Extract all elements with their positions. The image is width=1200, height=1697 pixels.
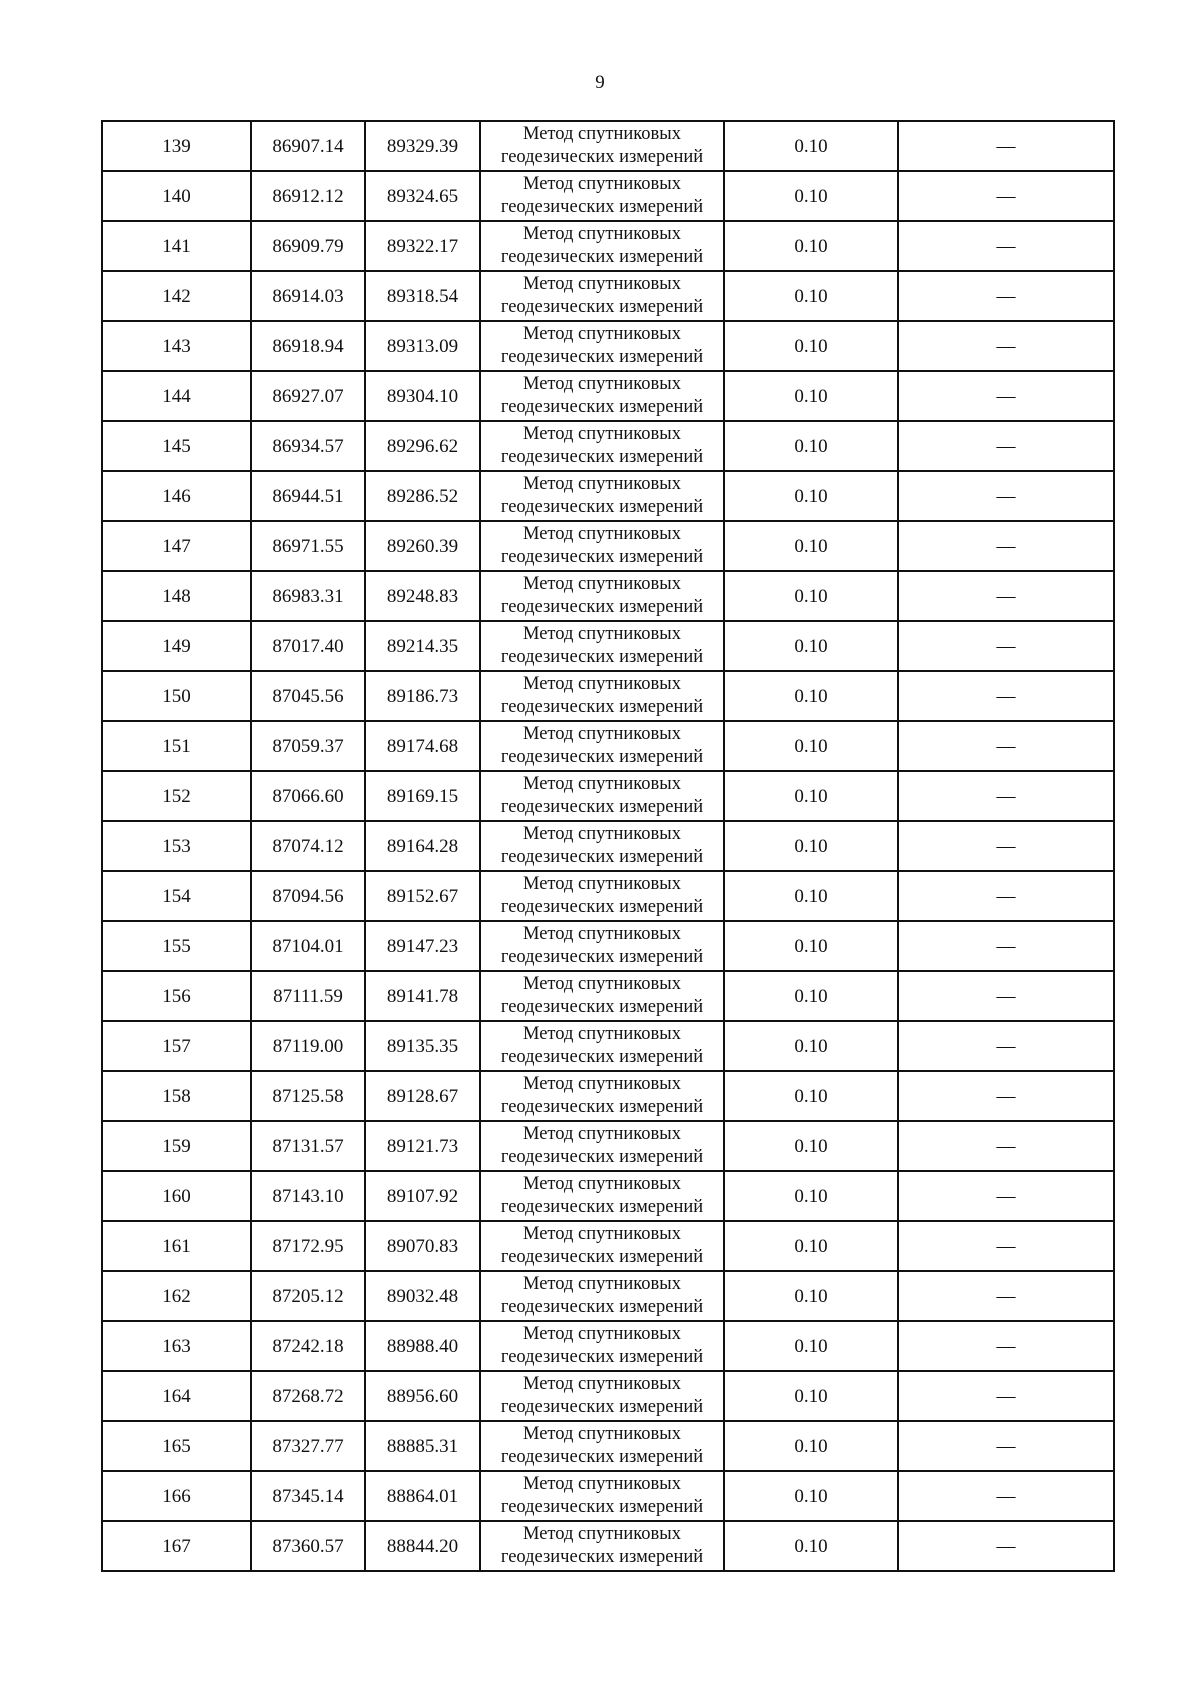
dash-mark: — — [996, 1335, 1016, 1357]
note-cell — [898, 171, 1114, 221]
table-row — [102, 321, 1114, 371]
method-line-2: геодезических измерений — [500, 1097, 704, 1117]
method-cell — [480, 971, 724, 1021]
method-line-2: геодезических измерений — [500, 697, 704, 717]
accuracy-cell: 0.10 — [724, 471, 898, 521]
method-line-2: геодезических измерений — [500, 847, 704, 867]
note-cell — [898, 821, 1114, 871]
point-number-cell: 142 — [102, 271, 251, 321]
note-cell — [898, 1521, 1114, 1571]
method-line-2: геодезических измерений — [500, 997, 704, 1017]
note-cell — [898, 221, 1114, 271]
y-coordinate-cell: 89324.65 — [365, 171, 480, 221]
point-number-cell: 150 — [102, 671, 251, 721]
method-line-1: Метод спутниковых — [523, 724, 681, 744]
note-cell — [898, 971, 1114, 1021]
method-line-2: геодезических измерений — [500, 1297, 704, 1317]
x-coordinate-cell: 86918.94 — [251, 321, 365, 371]
method-cell — [480, 371, 724, 421]
method-cell — [480, 1421, 724, 1471]
method-cell — [480, 921, 724, 971]
x-coordinate-cell: 87119.00 — [251, 1021, 365, 1071]
point-number-cell: 160 — [102, 1171, 251, 1221]
x-coordinate-cell: 87074.12 — [251, 821, 365, 871]
y-coordinate-cell: 88956.60 — [365, 1371, 480, 1421]
accuracy-cell: 0.10 — [724, 421, 898, 471]
method-line-2: геодезических измерений — [500, 247, 704, 267]
accuracy-cell: 0.10 — [724, 1421, 898, 1471]
point-number-cell: 164 — [102, 1371, 251, 1421]
table-row — [102, 921, 1114, 971]
method-line-2: геодезических измерений — [500, 947, 704, 967]
method-line-1: Метод спутниковых — [523, 1424, 681, 1444]
x-coordinate-cell: 86907.14 — [251, 121, 365, 171]
x-coordinate-cell: 87045.56 — [251, 671, 365, 721]
method-line-2: геодезических измерений — [500, 1447, 704, 1467]
note-cell — [898, 721, 1114, 771]
point-number-cell: 144 — [102, 371, 251, 421]
method-cell — [480, 1371, 724, 1421]
method-cell — [480, 1121, 724, 1171]
y-coordinate-cell: 88885.31 — [365, 1421, 480, 1471]
method-line-2: геодезических измерений — [500, 147, 704, 167]
accuracy-cell: 0.10 — [724, 1221, 898, 1271]
method-cell — [480, 1271, 724, 1321]
point-number-cell: 167 — [102, 1521, 251, 1571]
dash-mark: — — [996, 1235, 1016, 1257]
method-line-1: Метод спутниковых — [523, 1324, 681, 1344]
method-line-1: Метод спутниковых — [523, 1524, 681, 1544]
method-cell — [480, 1471, 724, 1521]
accuracy-cell: 0.10 — [724, 1121, 898, 1171]
point-number-cell: 146 — [102, 471, 251, 521]
dash-mark: — — [996, 435, 1016, 457]
method-line-1: Метод спутниковых — [523, 424, 681, 444]
table-body — [102, 121, 1114, 1571]
method-line-2: геодезических измерений — [500, 1047, 704, 1067]
accuracy-cell: 0.10 — [724, 621, 898, 671]
method-cell — [480, 621, 724, 671]
dash-mark: — — [996, 835, 1016, 857]
note-cell — [898, 571, 1114, 621]
dash-mark: — — [996, 1085, 1016, 1107]
method-line-1: Метод спутниковых — [523, 624, 681, 644]
y-coordinate-cell: 89128.67 — [365, 1071, 480, 1121]
method-line-1: Метод спутниковых — [523, 674, 681, 694]
y-coordinate-cell: 89152.67 — [365, 871, 480, 921]
y-coordinate-cell: 89070.83 — [365, 1221, 480, 1271]
method-cell — [480, 1321, 724, 1371]
method-cell — [480, 1521, 724, 1571]
method-cell — [480, 771, 724, 821]
method-cell — [480, 821, 724, 871]
x-coordinate-cell: 87327.77 — [251, 1421, 365, 1471]
x-coordinate-cell: 86912.12 — [251, 171, 365, 221]
note-cell — [898, 1471, 1114, 1521]
method-line-2: геодезических измерений — [500, 397, 704, 417]
method-line-1: Метод спутниковых — [523, 224, 681, 244]
y-coordinate-cell: 89296.62 — [365, 421, 480, 471]
x-coordinate-cell: 87172.95 — [251, 1221, 365, 1271]
method-line-1: Метод спутниковых — [523, 274, 681, 294]
accuracy-cell: 0.10 — [724, 821, 898, 871]
dash-mark: — — [996, 1385, 1016, 1407]
note-cell — [898, 421, 1114, 471]
method-line-2: геодезических измерений — [500, 1197, 704, 1217]
method-line-1: Метод спутниковых — [523, 524, 681, 544]
note-cell — [898, 1271, 1114, 1321]
x-coordinate-cell: 86927.07 — [251, 371, 365, 421]
method-line-1: Метод спутниковых — [523, 1074, 681, 1094]
x-coordinate-cell: 87104.01 — [251, 921, 365, 971]
dash-mark: — — [996, 1185, 1016, 1207]
y-coordinate-cell: 89304.10 — [365, 371, 480, 421]
point-number-cell: 153 — [102, 821, 251, 871]
dash-mark: — — [996, 335, 1016, 357]
method-line-2: геодезических измерений — [500, 297, 704, 317]
accuracy-cell: 0.10 — [724, 1021, 898, 1071]
method-line-1: Метод спутниковых — [523, 1274, 681, 1294]
table-row — [102, 1421, 1114, 1471]
x-coordinate-cell: 87017.40 — [251, 621, 365, 671]
y-coordinate-cell: 88864.01 — [365, 1471, 480, 1521]
method-cell — [480, 571, 724, 621]
method-line-1: Метод спутниковых — [523, 1124, 681, 1144]
method-line-2: геодезических измерений — [500, 447, 704, 467]
point-number-cell: 147 — [102, 521, 251, 571]
method-cell — [480, 471, 724, 521]
dash-mark: — — [996, 585, 1016, 607]
method-line-1: Метод спутниковых — [523, 474, 681, 494]
coordinates-table — [101, 120, 1115, 1572]
note-cell — [898, 321, 1114, 371]
accuracy-cell: 0.10 — [724, 171, 898, 221]
point-number-cell: 145 — [102, 421, 251, 471]
method-cell — [480, 721, 724, 771]
table-row — [102, 621, 1114, 671]
method-cell — [480, 321, 724, 371]
method-line-1: Метод спутниковых — [523, 374, 681, 394]
y-coordinate-cell: 88844.20 — [365, 1521, 480, 1571]
table-row — [102, 121, 1114, 171]
x-coordinate-cell: 86983.31 — [251, 571, 365, 621]
table-row — [102, 1521, 1114, 1571]
y-coordinate-cell: 89032.48 — [365, 1271, 480, 1321]
table-row — [102, 1071, 1114, 1121]
y-coordinate-cell: 89248.83 — [365, 571, 480, 621]
method-line-1: Метод спутниковых — [523, 1024, 681, 1044]
table-row — [102, 1121, 1114, 1171]
table-row — [102, 1171, 1114, 1221]
note-cell — [898, 621, 1114, 671]
method-cell — [480, 671, 724, 721]
method-line-1: Метод спутниковых — [523, 924, 681, 944]
x-coordinate-cell: 87205.12 — [251, 1271, 365, 1321]
dash-mark: — — [996, 735, 1016, 757]
y-coordinate-cell: 89329.39 — [365, 121, 480, 171]
table-row — [102, 1321, 1114, 1371]
method-line-1: Метод спутниковых — [523, 174, 681, 194]
y-coordinate-cell: 89286.52 — [365, 471, 480, 521]
method-line-2: геодезических измерений — [500, 197, 704, 217]
accuracy-cell: 0.10 — [724, 921, 898, 971]
point-number-cell: 154 — [102, 871, 251, 921]
method-line-2: геодезических измерений — [500, 497, 704, 517]
dash-mark: — — [996, 285, 1016, 307]
table-row — [102, 571, 1114, 621]
accuracy-cell: 0.10 — [724, 771, 898, 821]
point-number-cell: 157 — [102, 1021, 251, 1071]
dash-mark: — — [996, 235, 1016, 257]
table-row — [102, 371, 1114, 421]
note-cell — [898, 1171, 1114, 1221]
method-cell — [480, 221, 724, 271]
table-row — [102, 171, 1114, 221]
y-coordinate-cell: 89322.17 — [365, 221, 480, 271]
note-cell — [898, 371, 1114, 421]
y-coordinate-cell: 89107.92 — [365, 1171, 480, 1221]
accuracy-cell: 0.10 — [724, 721, 898, 771]
table-row — [102, 221, 1114, 271]
note-cell — [898, 1321, 1114, 1371]
method-line-1: Метод спутниковых — [523, 874, 681, 894]
dash-mark: — — [996, 685, 1016, 707]
point-number-cell: 158 — [102, 1071, 251, 1121]
note-cell — [898, 1221, 1114, 1271]
note-cell — [898, 1021, 1114, 1071]
method-line-1: Метод спутниковых — [523, 1374, 681, 1394]
table-row — [102, 721, 1114, 771]
y-coordinate-cell: 89141.78 — [365, 971, 480, 1021]
point-number-cell: 140 — [102, 171, 251, 221]
method-line-2: геодезических измерений — [500, 597, 704, 617]
point-number-cell: 162 — [102, 1271, 251, 1321]
table-row — [102, 821, 1114, 871]
method-cell — [480, 421, 724, 471]
note-cell — [898, 1121, 1114, 1171]
y-coordinate-cell: 89164.28 — [365, 821, 480, 871]
table-row — [102, 471, 1114, 521]
accuracy-cell: 0.10 — [724, 1071, 898, 1121]
method-line-2: геодезических измерений — [500, 647, 704, 667]
y-coordinate-cell: 89313.09 — [365, 321, 480, 371]
y-coordinate-cell: 89214.35 — [365, 621, 480, 671]
method-line-1: Метод спутниковых — [523, 324, 681, 344]
method-line-1: Метод спутниковых — [523, 1224, 681, 1244]
accuracy-cell: 0.10 — [724, 671, 898, 721]
point-number-cell: 141 — [102, 221, 251, 271]
method-line-2: геодезических измерений — [500, 1147, 704, 1167]
accuracy-cell: 0.10 — [724, 1371, 898, 1421]
accuracy-cell: 0.10 — [724, 1521, 898, 1571]
accuracy-cell: 0.10 — [724, 521, 898, 571]
accuracy-cell: 0.10 — [724, 1471, 898, 1521]
point-number-cell: 166 — [102, 1471, 251, 1521]
accuracy-cell: 0.10 — [724, 121, 898, 171]
y-coordinate-cell: 89186.73 — [365, 671, 480, 721]
point-number-cell: 151 — [102, 721, 251, 771]
dash-mark: — — [996, 1485, 1016, 1507]
method-line-2: геодезических измерений — [500, 797, 704, 817]
note-cell — [898, 921, 1114, 971]
method-cell — [480, 1071, 724, 1121]
x-coordinate-cell: 87111.59 — [251, 971, 365, 1021]
dash-mark: — — [996, 535, 1016, 557]
y-coordinate-cell: 89147.23 — [365, 921, 480, 971]
point-number-cell: 143 — [102, 321, 251, 371]
page-number: 9 — [595, 72, 605, 93]
dash-mark: — — [996, 485, 1016, 507]
method-cell — [480, 1221, 724, 1271]
x-coordinate-cell: 86971.55 — [251, 521, 365, 571]
note-cell — [898, 121, 1114, 171]
table-row — [102, 1221, 1114, 1271]
y-coordinate-cell: 89318.54 — [365, 271, 480, 321]
method-line-1: Метод спутниковых — [523, 1174, 681, 1194]
dash-mark: — — [996, 1035, 1016, 1057]
note-cell — [898, 1371, 1114, 1421]
x-coordinate-cell: 87345.14 — [251, 1471, 365, 1521]
x-coordinate-cell: 87268.72 — [251, 1371, 365, 1421]
note-cell — [898, 1071, 1114, 1121]
method-line-1: Метод спутниковых — [523, 824, 681, 844]
table-row — [102, 1371, 1114, 1421]
note-cell — [898, 771, 1114, 821]
dash-mark: — — [996, 885, 1016, 907]
note-cell — [898, 521, 1114, 571]
method-cell — [480, 1171, 724, 1221]
y-coordinate-cell: 89174.68 — [365, 721, 480, 771]
note-cell — [898, 871, 1114, 921]
method-line-1: Метод спутниковых — [523, 574, 681, 594]
point-number-cell: 163 — [102, 1321, 251, 1371]
point-number-cell: 159 — [102, 1121, 251, 1171]
dash-mark: — — [996, 785, 1016, 807]
method-line-1: Метод спутниковых — [523, 124, 681, 144]
note-cell — [898, 271, 1114, 321]
accuracy-cell: 0.10 — [724, 871, 898, 921]
method-line-1: Метод спутниковых — [523, 774, 681, 794]
y-coordinate-cell: 89135.35 — [365, 1021, 480, 1071]
y-coordinate-cell: 89260.39 — [365, 521, 480, 571]
table-row — [102, 521, 1114, 571]
x-coordinate-cell: 87125.58 — [251, 1071, 365, 1121]
table-row — [102, 871, 1114, 921]
table-row — [102, 1271, 1114, 1321]
x-coordinate-cell: 87066.60 — [251, 771, 365, 821]
method-cell — [480, 871, 724, 921]
point-number-cell: 148 — [102, 571, 251, 621]
table-row — [102, 271, 1114, 321]
accuracy-cell: 0.10 — [724, 1321, 898, 1371]
point-number-cell: 149 — [102, 621, 251, 671]
accuracy-cell: 0.10 — [724, 221, 898, 271]
accuracy-cell: 0.10 — [724, 371, 898, 421]
method-cell — [480, 521, 724, 571]
method-line-1: Метод спутниковых — [523, 974, 681, 994]
point-number-cell: 156 — [102, 971, 251, 1021]
x-coordinate-cell: 87242.18 — [251, 1321, 365, 1371]
method-cell — [480, 1021, 724, 1071]
method-line-2: геодезических измерений — [500, 547, 704, 567]
dash-mark: — — [996, 185, 1016, 207]
table-row — [102, 971, 1114, 1021]
method-line-2: геодезических измерений — [500, 1497, 704, 1517]
method-cell — [480, 121, 724, 171]
dash-mark: — — [996, 985, 1016, 1007]
x-coordinate-cell: 87360.57 — [251, 1521, 365, 1571]
point-number-cell: 161 — [102, 1221, 251, 1271]
method-line-2: геодезических измерений — [500, 747, 704, 767]
dash-mark: — — [996, 935, 1016, 957]
x-coordinate-cell: 87059.37 — [251, 721, 365, 771]
x-coordinate-cell: 87143.10 — [251, 1171, 365, 1221]
note-cell — [898, 1421, 1114, 1471]
point-number-cell: 139 — [102, 121, 251, 171]
table-row — [102, 421, 1114, 471]
table-row — [102, 771, 1114, 821]
dash-mark: — — [996, 135, 1016, 157]
accuracy-cell: 0.10 — [724, 1171, 898, 1221]
table-row — [102, 671, 1114, 721]
x-coordinate-cell: 86934.57 — [251, 421, 365, 471]
x-coordinate-cell: 86944.51 — [251, 471, 365, 521]
x-coordinate-cell: 87094.56 — [251, 871, 365, 921]
table-row — [102, 1471, 1114, 1521]
method-cell — [480, 171, 724, 221]
point-number-cell: 155 — [102, 921, 251, 971]
accuracy-cell: 0.10 — [724, 971, 898, 1021]
method-line-2: геодезических измерений — [500, 1347, 704, 1367]
y-coordinate-cell: 89121.73 — [365, 1121, 480, 1171]
dash-mark: — — [996, 1135, 1016, 1157]
dash-mark: — — [996, 1435, 1016, 1457]
method-line-2: геодезических измерений — [500, 1397, 704, 1417]
y-coordinate-cell: 89169.15 — [365, 771, 480, 821]
accuracy-cell: 0.10 — [724, 271, 898, 321]
point-number-cell: 152 — [102, 771, 251, 821]
point-number-cell: 165 — [102, 1421, 251, 1471]
method-cell — [480, 271, 724, 321]
x-coordinate-cell: 86909.79 — [251, 221, 365, 271]
dash-mark: — — [996, 385, 1016, 407]
method-line-2: геодезических измерений — [500, 897, 704, 917]
accuracy-cell: 0.10 — [724, 321, 898, 371]
method-line-1: Метод спутниковых — [523, 1474, 681, 1494]
note-cell — [898, 671, 1114, 721]
y-coordinate-cell: 88988.40 — [365, 1321, 480, 1371]
dash-mark: — — [996, 1535, 1016, 1557]
dash-mark: — — [996, 1285, 1016, 1307]
dash-mark: — — [996, 635, 1016, 657]
method-line-2: геодезических измерений — [500, 1547, 704, 1567]
table-row — [102, 1021, 1114, 1071]
method-line-2: геодезических измерений — [500, 347, 704, 367]
accuracy-cell: 0.10 — [724, 571, 898, 621]
x-coordinate-cell: 86914.03 — [251, 271, 365, 321]
note-cell — [898, 471, 1114, 521]
accuracy-cell: 0.10 — [724, 1271, 898, 1321]
x-coordinate-cell: 87131.57 — [251, 1121, 365, 1171]
method-line-2: геодезических измерений — [500, 1247, 704, 1267]
